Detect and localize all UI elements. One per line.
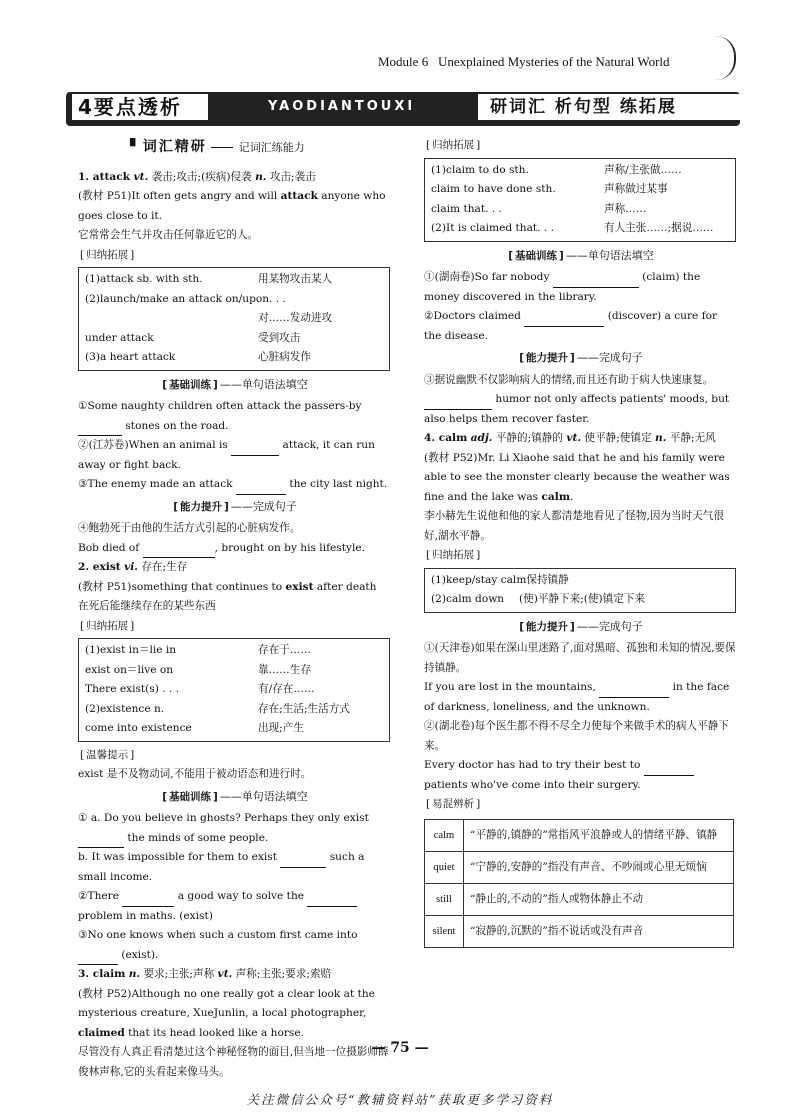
exist-q3: ③No one knows when such a custom first came into (exist). bbox=[78, 926, 390, 965]
attack-q3: ③The enemy made an attack the city last night. bbox=[78, 475, 390, 495]
exist-q1a: ① a. Do you believe in ghosts? Perhaps they only exist bbox=[78, 812, 369, 824]
table-row: calm “平静的,镇静的”常指风平浪静或人的情绪平静、镇静 bbox=[425, 819, 734, 851]
running-header bbox=[378, 54, 670, 70]
claim-expansion-box: (1)claim to do sth. 声称/主张做…… claim to have done sth. 声称做过某事 claim that. . . 声称…… (2)It is claimed that. . . 有人主张……;据说…… bbox=[424, 158, 736, 242]
entry-attack-example-cn: 它常常会生气并攻击任何靠近它的人。 bbox=[78, 229, 259, 241]
entry-attack-example: (教材 P51)It often gets angry and will attack anyone who goes close to it. bbox=[78, 190, 386, 222]
label-wenxin: [ 温馨提示 ] bbox=[78, 746, 136, 766]
right-column: [ 归纳拓展 ] (1)claim to do sth. 声称/主张做…… claim to have done sth. 声称做过某事 claim that. . . 声称…… (2)It is claimed that. . . 有人主张……;据说…… [ 基础训练 ] ——单句语法填空 ①(湖南卷)So far nobody (claim) the money discovered in the library. ②Doctors claimed (discover) a cure for the disease. [ 能力提升 ] ——完成句子 ③据说幽默不仅影响病人的情绪,而且还有助于病人快速康复。 humor not only affects patients' moods, but also helps them recover faster. 4. calm adj. 平静的;镇静的 vt. 使平静;使镇定 n. 平静;无风 (教材 P52)Mr. Li Xiaohe said that he and his family were able to see the monster clearly because the weather was fine and the lake was calm. 李小赫先生说他和他的家人都清楚地看见了怪物,因为当时天气很好,湖水平静。 [ 归纳拓展 ] (1)keep/stay calm 保持镇静 (2)calm down (使)平静下来;(使)镇定下来 [ 能力提升 ] ——完成句子 ①(天津卷)如果在深山里迷路了,面对黑暗、孤独和未知的情况,要保持镇静。 If you are lost in the mountains, in the face of darkness, loneliness, and the unknown. ②(湖北卷)每个医生都不得不尽全力使每个来做手术的病人平静下来。 Every doctor has had to try their best to patients who've come into their surgery. [ 易混辨析 ] calm “平静的,镇静的”常指风平浪静或人的情绪平静、镇静 quiet “宁静的,安静的”指没有声音、不吵闹或心里无烦恼 still “静止的,不动的”指人或物体静止不动 silent “寂静的,沉默的”指不说话或没有声音 bbox=[424, 136, 736, 948]
header-ornament bbox=[716, 36, 736, 80]
left-column: ▘词汇精研 记词汇练能力 1. attack vt. 袭击;攻击;(疾病)侵袭 n. 攻击;袭击 (教材 P51)It often gets angry and will attack anyone who goes close to it. 它常常会生气并攻击任何靠近它的人。 [ 归纳拓展 ] (1)attack sb. with sth. 用某物攻击某人 (2)launch/make an attack on/upon. . . 对……发动进攻 under attack 受到攻击 (3)a heart attack 心脏病发作 [ 基础训练 ] ——单句语法填空 ①Some naughty children often attack the passers-by stones on the road. ②(江苏卷)When an animal is attack, it can run away or fight back. ③The enemy made an attack the city last night. [ 能力提升 ] ——完成句子 ④鲍勃死于由他的生活方式引起的心脏病发作。 Bob died of , brought on by his lifestyle. 2. exist vi. 存在;生存 (教材 P51)something that continues to exist after death 在死后能继续存在的某些东西 [ 归纳拓展 ] (1)exist in＝lie in 存在于…… exist on＝live on 靠……生存 There exist(s) . . . 有/存在…… (2)existence n. 存在;生活;生活方式 come into existence 出现;产生 [ 温馨提示 ] exist 是不及物动词,不能用于被动语态和进行时。 [ 基础训练 ] ——单句语法填空 ① a. Do you believe in ghosts? Perhaps they only exist the minds of some people. b. It was impossible for them to exist such a small income. ②There a good way to solve the problem in maths. (exist) ③No one knows when such a custom first came into (exist). 3. claim n. 要求;主张;声称 vt. 声称;主张;要求;索赔 (教材 P52)Although no one really got a clear look at the mysterious creature, XueJunlin, a local photographer, claimed that its head looked like a horse. 尽管没有人真正看清楚过这个神秘怪物的面目,但当地一位摄影师薛俊林声称,它的头看起来像马头。 bbox=[78, 136, 390, 1082]
claim-q2: ②Doctors claimed (discover) a cure for the disease. bbox=[424, 310, 718, 342]
unit-title: Unexplained Mysteries of the Natural World bbox=[437, 54, 670, 69]
table-row: silent “寂静的,沉默的”指不说话或没有声音 bbox=[425, 915, 734, 947]
calm-q1: If you are lost in the mountains, in the face of darkness, loneliness, and the unknown. bbox=[424, 681, 730, 713]
exist-tip: exist 是不及物动词,不能用于被动语态和进行时。 bbox=[78, 768, 312, 780]
entry-claim-head: 3. claim n. 要求;主张;声称 vt. 声称;主张;要求;索赔 bbox=[78, 968, 332, 980]
entry-claim-example-cn: 尽管没有人真正看清楚过这个神秘怪物的面目,但当地一位摄影师薛俊林声称,它的头看起来像马头。 bbox=[78, 1046, 389, 1078]
entry-exist-example-cn: 在死后能继续存在的某些东西 bbox=[78, 600, 216, 612]
banner-right-title: 研词汇 析句型 练拓展 bbox=[478, 94, 744, 120]
calm-q2-cn: ②(湖北卷)每个医生都不得不尽全力使每个来做手术的病人平静下来。 bbox=[424, 720, 729, 752]
claim-q1: ①(湖南卷)So far nobody (claim) the money discovered in the library. bbox=[424, 271, 701, 303]
entry-exist-example: (教材 P51)something that continues to exist after death bbox=[78, 580, 377, 593]
table-row: still “静止的,不动的”指人或物体静止不动 bbox=[425, 883, 734, 915]
calm-q1-cn: ①(天津卷)如果在深山里迷路了,面对黑暗、孤独和未知的情况,要保持镇静。 bbox=[424, 642, 736, 674]
confusable-words-table bbox=[424, 819, 734, 948]
exist-q1a-cont: the minds of some people. bbox=[78, 829, 390, 849]
banner-pinyin: YAODIANTOUXI bbox=[268, 99, 416, 114]
attack-q4-cn: ④鲍勃死于由他的生活方式引起的心脏病发作。 bbox=[78, 522, 301, 534]
label-yihun: [ 易混辨析 ] bbox=[424, 795, 482, 815]
calm-q2: Every doctor has had to try their best to patients who've come into their surgery. bbox=[424, 756, 736, 795]
claim-q3-cn: ③据说幽默不仅影响病人的情绪,而且还有助于病人快速康复。 bbox=[424, 373, 714, 386]
attack-expansion-box: (1)attack sb. with sth. 用某物攻击某人 (2)launch/make an attack on/upon. . . 对……发动进攻 under attack 受到攻击 (3)a heart attack 心脏病发作 bbox=[78, 267, 390, 371]
exist-expansion-box: (1)exist in＝lie in 存在于…… exist on＝live on 靠……生存 There exist(s) . . . 有/存在…… (2)existence n. 存在;生活;生活方式 come into existence 出现;产生 bbox=[78, 638, 390, 742]
label-guina: [ 归纳拓展 ] bbox=[78, 246, 136, 266]
entry-calm-example: (教材 P52)Mr. Li Xiaohe said that he and his family were able to see the monster clearly because the weather was fine and the lake was calm. bbox=[424, 451, 730, 503]
entry-claim-example: (教材 P52)Although no one really got a clear look at the mysterious creature, XueJunlin, a local photographer, claimed that its head looked like a horse. bbox=[78, 987, 375, 1039]
exist-q1b: b. It was impossible for them to exist such a small income. bbox=[78, 851, 365, 883]
banner-left-title: 4要点透析 bbox=[72, 94, 208, 120]
attack-q2: ②(江苏卷)When an animal is attack, it can run away or fight back. bbox=[78, 439, 375, 471]
entry-attack-head: 1. attack vt. 袭击;攻击;(疾病)侵袭 n. 攻击;袭击 bbox=[78, 170, 316, 183]
attack-q4: Bob died of , brought on by his lifestyle. bbox=[78, 539, 390, 559]
label-jichu: [ 基础训练 ] ——单句语法填空 bbox=[78, 375, 390, 396]
exist-q2: ②There a good way to solve the problem in maths. (exist) bbox=[78, 887, 390, 926]
table-row: quiet “宁静的,安静的”指没有声音、不吵闹或心里无烦恼 bbox=[425, 851, 734, 883]
section-title: ▘词汇精研 记词汇练能力 bbox=[130, 139, 305, 155]
entry-exist-head: 2. exist vi. 存在;生存 bbox=[78, 561, 188, 573]
label-nengli: [ 能力提升 ] ——完成句子 bbox=[78, 497, 390, 518]
page-number: — 75 — bbox=[371, 1040, 429, 1056]
claim-q3: humor not only affects patients' moods, but also helps them recover faster. bbox=[424, 393, 730, 425]
entry-calm-head: 4. calm adj. 平静的;镇静的 vt. 使平静;使镇定 n. 平静;无风 bbox=[424, 432, 716, 444]
footer-note: 关注微信公众号“教辅资料站”获取更多学习资料 bbox=[246, 1092, 554, 1107]
doc-icon: ▘ bbox=[130, 139, 143, 155]
entry-calm-example-cn: 李小赫先生说他和他的家人都清楚地看见了怪物,因为当时天气很好,湖水平静。 bbox=[424, 510, 724, 542]
calm-expansion-box: (1)keep/stay calm 保持镇静 (2)calm down (使)平静下来;(使)镇定下来 bbox=[424, 568, 736, 613]
module-label: Module 6 bbox=[378, 54, 429, 69]
attack-q1: ①Some naughty children often attack the passers-by stones on the road. bbox=[78, 397, 390, 436]
